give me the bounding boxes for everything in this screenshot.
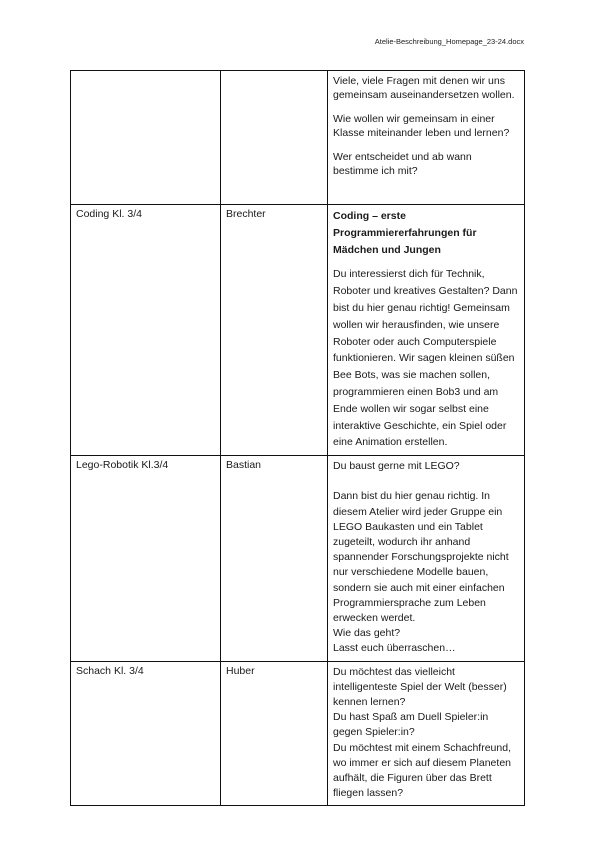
description-paragraph: Wie wollen wir gemeinsam in einer Klasse miteinander leben und lernen?	[333, 113, 510, 139]
description-text: Du interessierst dich für Technik, Roboter und kreatives Gestalten? Dann bist du hier genau richtig! Gemeinsam wollen wir herausfinden, wie unsere Roboter oder auch Computerspiele funktionieren. Wir sagen kleinen süßen Bee Bots, was sie machen sollen, programmieren einen Bob3 und am Ende wollen wir sogar selbst eine interaktive Geschichte, ein Spiel oder eine Animation erstellen.	[333, 268, 518, 449]
teacher-cell: Bastian	[221, 456, 328, 661]
course-cell: Lego-Robotik Kl.3/4	[71, 456, 221, 661]
description-question: Du möchtest das vielleicht intelligenteste Spiel der Welt (besser) kennen lernen?	[333, 665, 507, 708]
table-row	[71, 205, 525, 456]
atelier-table	[70, 70, 525, 806]
table-row	[71, 661, 525, 806]
table-row	[71, 456, 525, 661]
description-cell	[328, 71, 525, 205]
document-filename: Atelie-Beschreibung_Homepage_23-24.docx	[374, 37, 524, 46]
description-line: Lasst euch überraschen…	[333, 642, 456, 655]
description-title: Coding – erste Programmiererfahrungen für Mädchen und Jungen	[333, 210, 477, 256]
description-intro: Du baust gerne mit LEGO?	[333, 460, 460, 473]
description-question: Du hast Spaß am Duell Spieler:in gegen Spieler:in?	[333, 711, 489, 739]
course-cell: Schach Kl. 3/4	[71, 661, 221, 806]
course-cell	[71, 71, 221, 205]
table-row	[71, 71, 525, 205]
description-cell	[328, 661, 525, 806]
teacher-cell	[221, 71, 328, 205]
description-cell	[328, 456, 525, 661]
course-cell: Coding Kl. 3/4	[71, 205, 221, 456]
description-text: Dann bist du hier genau richtig. In diesem Atelier wird jeder Gruppe ein LEGO Baukasten und ein Tablet zugeteilt, wodurch ihr anhand spannender Forschungsprojekte nicht nur verschiedene Modelle bauen, sondern sie auch mit einer einfachen Programmiersprache zum Leben erwecken werdet.	[333, 490, 509, 624]
description-question: Du möchtest mit einem Schachfreund, wo immer er sich auf diesem Planeten aufhält, die Figuren über das Brett fliegen lassen?	[333, 741, 511, 800]
description-paragraph: Viele, viele Fragen mit denen wir uns gemeinsam auseinandersetzen wollen.	[333, 75, 515, 101]
description-cell	[328, 205, 525, 456]
teacher-cell: Huber	[221, 661, 328, 806]
teacher-cell: Brechter	[221, 205, 328, 456]
blank-line	[333, 474, 519, 489]
description-line: Wie das geht?	[333, 627, 401, 640]
description-paragraph: Wer entscheidet und ab wann bestimme ich mit?	[333, 151, 472, 177]
